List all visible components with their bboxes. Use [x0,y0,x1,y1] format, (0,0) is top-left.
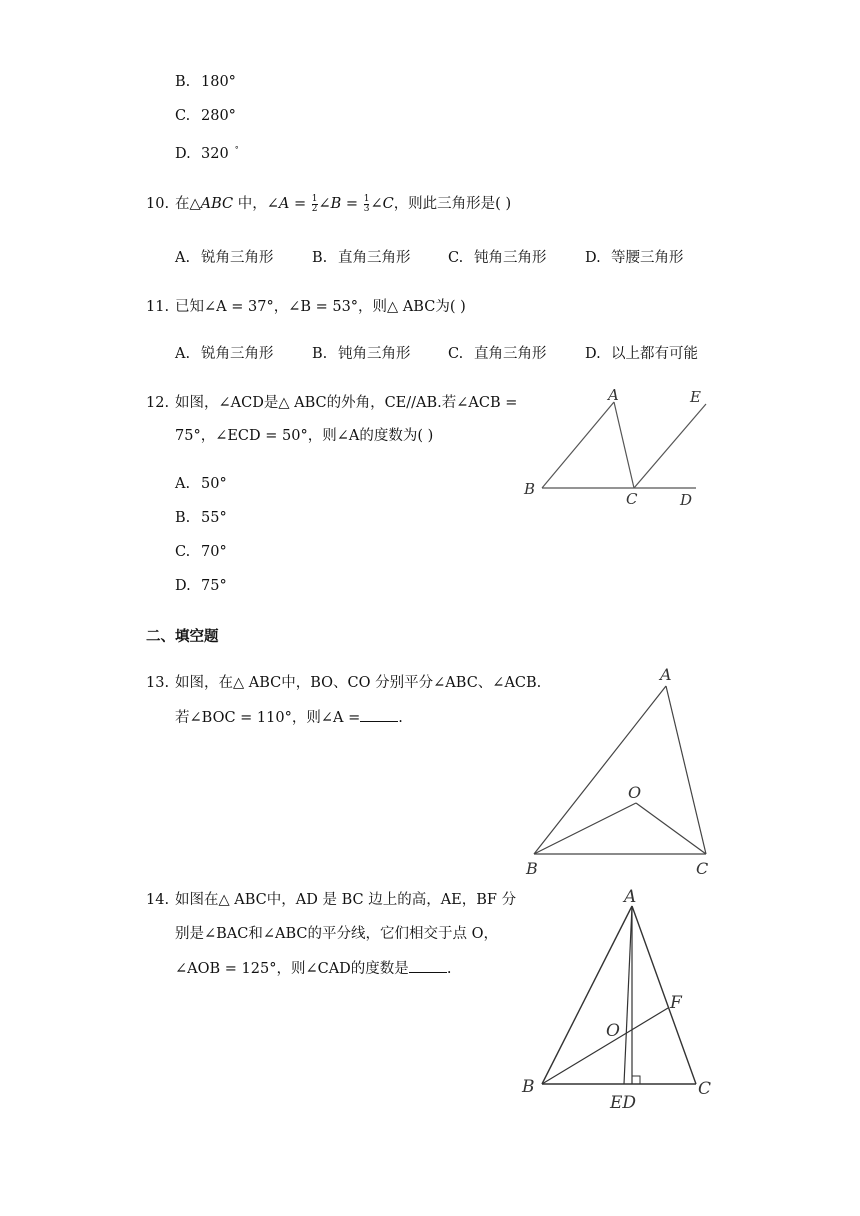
q13-line2-text: 若∠BOC = 110°，则∠A = [175,710,361,726]
label-b: B [526,859,538,878]
q12-number: 12. [146,395,170,411]
option-text: 等腰三角形 [611,250,684,266]
label-a: A [660,665,672,684]
q10-stem-post: ，则此三角形是( ) [393,196,512,212]
option-letter: D. [585,346,601,362]
option-letter: A. [175,346,191,362]
q10-angle-a: A [278,196,290,212]
q10-option-b [312,248,411,268]
q10-triangle-name: ABC [200,196,234,212]
segment-ba [534,686,666,854]
option-text: 180° [201,74,236,90]
label-f: F [670,993,682,1013]
option-text: 280° [201,108,236,124]
q12-option-d [175,576,227,596]
q10-eq2: = [341,196,363,212]
q14-line3-text: ∠AOB = 125°，则∠CAD的度数是 [175,961,409,977]
label-c: C [696,859,709,878]
right-angle-mark [632,1076,640,1084]
segment-ac [632,906,696,1084]
option-text: 直角三角形 [338,250,411,266]
option-text: 320 [201,145,229,162]
q11-stem: 已知∠A = 37°，∠B = 53°，则△ ABC为( ) [175,299,466,315]
label-c: C [698,1079,712,1099]
option-text: 以上都有可能 [611,346,698,362]
q10-option-d [585,248,684,268]
q11-option-c [448,344,547,364]
q13-line1: 如图，在△ ABC中，BO、CO 分别平分∠ABC、∠ACB. [175,675,542,691]
q10-option-c [448,248,547,268]
label-o: O [606,1021,620,1041]
q9-option-d [175,140,239,164]
option-letter: D. [585,250,601,266]
q11-option-a [175,344,274,364]
q11-number: 11. [146,299,170,315]
label-a: A [608,386,619,404]
segment-ac [614,402,634,488]
q13-line2-end: . [398,710,403,726]
q10-angle-b: ∠B [318,196,342,212]
option-letter: D. [175,145,191,162]
q10-fraction-half [312,195,318,214]
option-letter: A. [175,250,191,266]
option-text: 70° [201,544,227,560]
segment-bo [534,803,636,854]
q12-option-b [175,508,227,528]
option-text: 锐角三角形 [201,250,274,266]
label-b: B [524,480,536,498]
q12-option-c [175,542,227,562]
option-letter: B. [175,510,191,526]
segment-ba [542,402,614,488]
option-text: 直角三角形 [474,346,547,362]
q13-number: 13. [146,675,170,691]
option-text: 75° [201,578,227,594]
q12-figure [520,384,720,514]
q10-number: 10. [146,196,170,212]
label-a: A [624,887,637,907]
option-letter: B. [312,250,328,266]
option-text: 钝角三角形 [474,250,547,266]
label-o: O [628,783,642,802]
q12-line2: 75°，∠ECD = 50°，则∠A的度数为( ) [175,428,434,444]
q12-line1: 如图，∠ACD是△ ABC的外角，CE//AB.若∠ACB = [175,395,518,411]
option-letter: A. [175,476,191,492]
label-d: D [680,491,693,509]
q14-number: 14. [146,892,170,908]
q10-angle-c: ∠C [370,196,394,212]
option-text: 钝角三角形 [338,346,411,362]
segment-ae [624,906,632,1084]
q9-option-c [175,106,236,126]
q10-stem-mid: 中，∠ [233,196,279,212]
degree-mark: ° [234,145,239,154]
q10-option-a [175,248,274,268]
frac-den: 3 [363,203,370,214]
option-text: 锐角三角形 [201,346,274,362]
q13-figure [520,660,720,880]
q14-line3-end: . [446,961,452,977]
option-letter: D. [175,578,191,594]
answer-blank[interactable] [409,958,447,973]
q11-option-d [585,344,698,364]
option-text: 55° [201,510,227,526]
label-ed: ED [610,1093,637,1113]
option-letter: C. [448,346,464,362]
q12-option-a [175,474,227,494]
label-c: C [626,490,638,508]
q14-line3 [175,958,451,979]
option-letter: B. [312,346,328,362]
q9-option-b [175,72,236,92]
q14-line1: 如图在△ ABC中，AD 是 BC 边上的高，AE，BF 分 [175,892,517,908]
label-e: E [690,388,701,406]
option-letter: C. [175,544,191,560]
frac-num: 1 [363,193,370,204]
option-letter: C. [175,108,191,124]
q10-stem-pre: 在△ [175,196,201,212]
q10-stem [175,194,511,214]
answer-blank[interactable] [360,707,398,722]
option-letter: C. [448,250,464,266]
section-title-fill-in: 二、填空题 [146,629,219,645]
frac-den: 2 [311,203,318,214]
q14-figure [518,884,728,1114]
q11-option-b [312,344,411,364]
segment-ce [634,404,706,488]
option-text: 50° [201,476,227,492]
label-b: B [522,1077,535,1097]
q14-line2: 别是∠BAC和∠ABC的平分线，它们相交于点 O， [175,926,499,942]
q13-line2 [175,707,403,728]
q10-eq: = [289,196,311,212]
option-letter: B. [175,74,191,90]
q10-fraction-third [364,195,370,214]
frac-num: 1 [311,193,318,204]
